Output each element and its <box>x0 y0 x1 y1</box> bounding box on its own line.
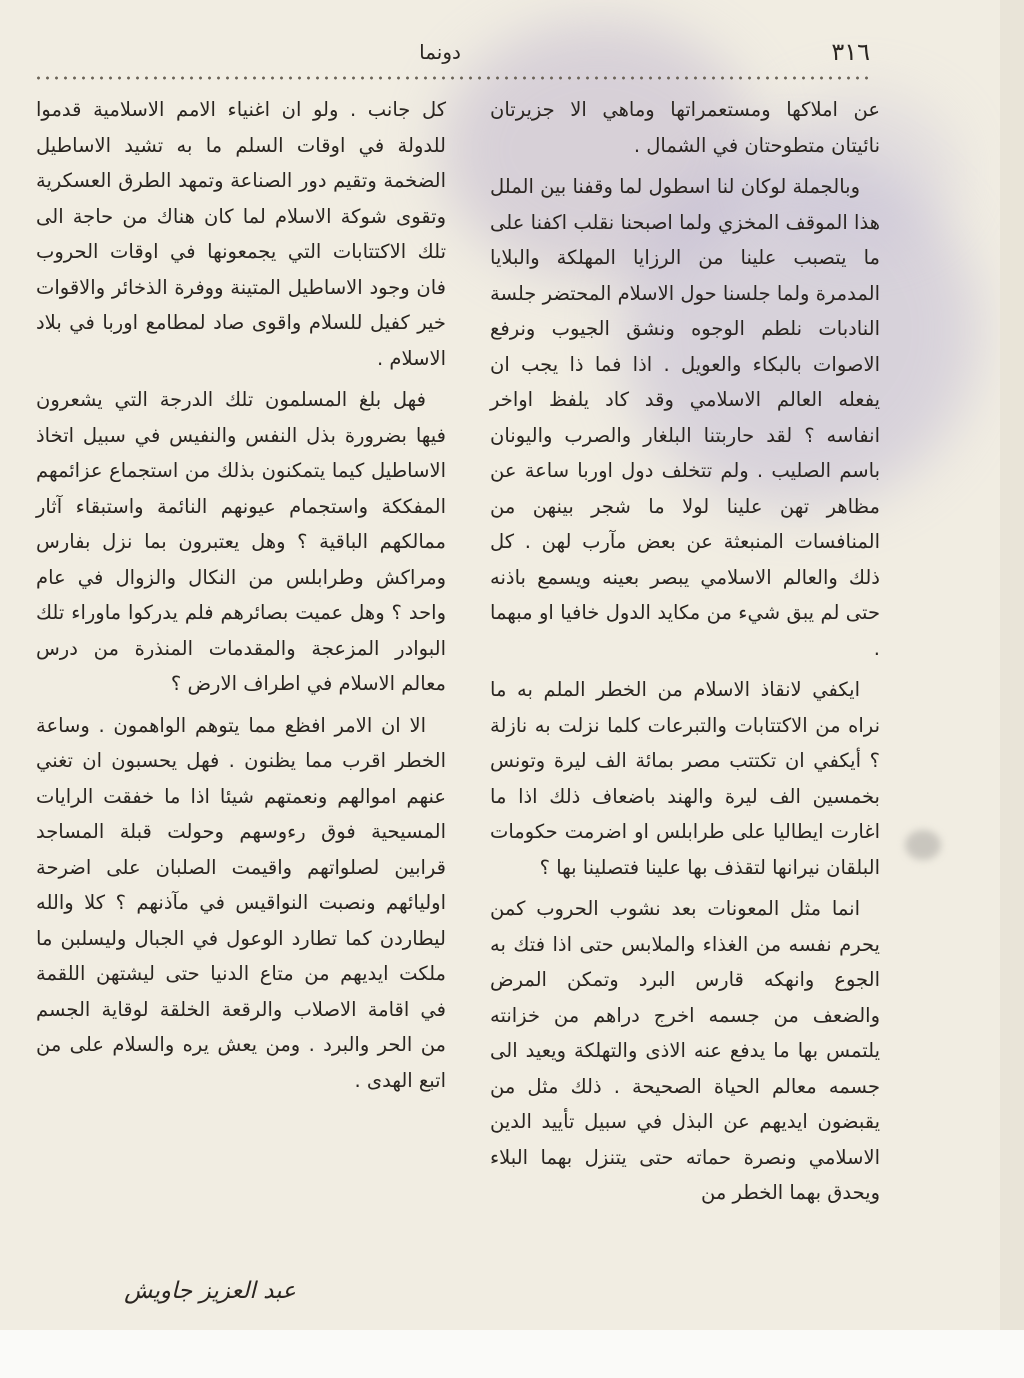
paragraph: كل جانب . ولو ان اغنياء الامم الاسلامية قدموا للدولة في اوقات السلم ما به تشيد الاساطيل الضخمة وتقيم دور الصناعة وتمهد الطرق العسكرية وتقوى شوكة الاسلام لما كان هناك من حاجة الى تلك الاكتتابات التي يجمعونها في اوقات الحروب فان وجود الاساطيل المتينة ووفرة الذخائر والاقوات خير كفيل للسلام واقوى صاد لمطامع اوربا في بلاد الاسلام . <box>36 98 446 370</box>
paragraph: الا ان الامر افظع مما يتوهم الواهمون . وساعة الخطر اقرب مما يظنون . فهل يحسبون ان تغني عنهم اموالهم ونعمتهم شيئا اذا ما خفقت الرايات المسيحية فوق رءوسهم وحولت قبلة المساجد قرابين لصلواتهم واقيمت الصلبان على اضرحة اوليائهم ونصبت النواقيس في مآذنهم ؟ كلا والله ليطاردن كما تطارد الوعول في الجبال وليسلبن ما ملكت ايديهم من متاع الدنيا حتى ليشتهن اللقمة في اقامة الاصلاب والرقعة الخلقة لوقاية الجسم من الحر والبرد . ومن يعش يره والسلام على من اتبع الهدى . <box>36 713 446 1092</box>
header-dotted-rule <box>34 74 870 82</box>
text-column-left <box>36 92 446 1104</box>
page-edge <box>1000 0 1024 1378</box>
running-head: دونما <box>419 40 461 64</box>
paragraph: فهل بلغ المسلمون تلك الدرجة التي يشعرون فيها بضرورة بذل النفس والنفيس في سبيل اتخاذ الاساطيل كيما يتمكنون بذلك من استجماع عزائمهم المفككة واستجمام عيونهم النائمة واستبقاء آثار ممالكهم الباقية ؟ وهل يعتبرون بما نزل بفارس ومراكش وطرابلس من النكال والزوال في عام واحد ؟ وهل عميت بصائرهم فلم يدركوا ماوراء تلك البوادر المزعجة والمقدمات المنذرة من درس معالم الاسلام في اطراف الارض ؟ <box>36 388 446 695</box>
author-signature: عبد العزيز جاويش <box>124 1278 296 1304</box>
text-column-right <box>490 92 880 1217</box>
page-number: ٣١٦ <box>831 38 870 66</box>
page-margin-bottom <box>0 1330 1024 1378</box>
paragraph: وبالجملة لوكان لنا اسطول لما وقفنا بين الملل هذا الموقف المخزي ولما اصبحنا نقلب اكفنا على ما يتصبب علينا من الرزايا المهلكة والبلايا المدمرة ولما جلسنا حول الاسلام المحتضر جلسة النادبات نلطم الوجوه ونشق الجيوب ونرفع الاصوات بالبكاء والعويل . اذا فما ذا يجب ان يفعله العالم الاسلامي وقد كاد يلفظ اواخر انفاسه ؟ لقد حاربتنا البلغار والصرب واليونان باسم الصليب . ولم تتخلف دول اوربا ساعة عن مظاهر تهن علينا لولا ما شجر بينهن من المنافسات المنبعثة عن بعض مآرب لهن . كل ذلك والعالم الاسلامي يبصر بعينه ويسمع باذنه حتى لم يبق شيء من مكايد الدول خافيا او مبهما . <box>490 175 880 660</box>
paragraph: ايكفي لانقاذ الاسلام من الخطر الملم به ما نراه من الاكتتابات والتبرعات كلما نزلت به نازلة ؟ أيكفي ان تكتتب مصر بمائة الف ليرة وتونس بخمسين الف ليرة والهند باضعاف ذلك اذا ما اغارت ايطاليا على طرابلس او اضرمت حكومات البلقان نيرانها لتقذف بها علينا فتصلينا بها ؟ <box>490 678 880 879</box>
paragraph: انما مثل المعونات بعد نشوب الحروب كمن يحرم نفسه من الغذاء والملابس حتى اذا فتك به الجوع وانهكه قارس البرد وتمكن المرض والضعف من جسمه اخرج دراهم من خزانته يلتمس بها ما يدفع عنه الاذى والتهلكة ويعيد الى جسمه معالم الحياة الصحيحة . ذلك مثل من يقبضون ايديهم عن البذل في سبيل تأييد الدين الاسلامي ونصرة حماته حتى يتنزل بهما البلاء ويحدق بهما الخطر من <box>490 897 880 1204</box>
smudge-mark <box>905 830 941 860</box>
paragraph: عن املاكها ومستعمراتها وماهي الا جزيرتان نائيتان متطوحتان في الشمال . <box>490 98 880 157</box>
